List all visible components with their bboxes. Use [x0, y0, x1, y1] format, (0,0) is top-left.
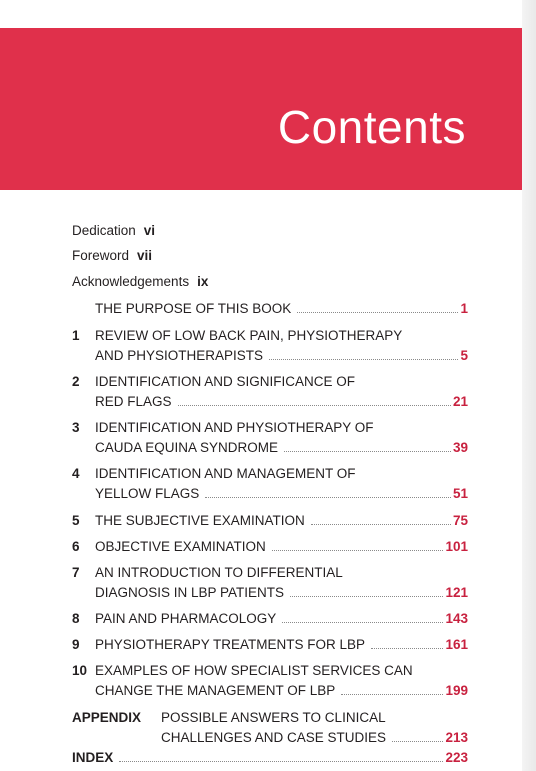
toc-page-number: 5: [460, 348, 468, 363]
toc-entry-chapter-2-line-1[interactable]: [95, 374, 355, 389]
index-label: INDEX: [72, 750, 114, 765]
toc-page-number: 1: [460, 301, 468, 316]
leader-dots: [282, 621, 443, 623]
toc-entry-title: REVIEW OF LOW BACK PAIN, PHYSIOTHERAPY: [95, 328, 403, 343]
toc-entry-chapter-10-line-1[interactable]: [95, 663, 413, 678]
toc-page-number: ix: [197, 274, 209, 289]
toc-entry-chapter-5[interactable]: [95, 513, 468, 528]
toc-entry-chapter-4[interactable]: [95, 486, 468, 501]
leader-dots: [392, 740, 443, 742]
toc-entry-title: OBJECTIVE EXAMINATION: [95, 539, 266, 554]
toc-entry-appendix-line-1[interactable]: [161, 710, 386, 725]
leader-dots: [290, 595, 443, 597]
toc-entry-chapter-10[interactable]: [95, 683, 468, 698]
toc-page-number: 121: [445, 585, 468, 600]
chapter-number: 9: [72, 637, 80, 652]
toc-page-number: 101: [445, 539, 468, 554]
toc-label: Dedication: [72, 223, 136, 238]
toc-page-number: 143: [445, 611, 468, 626]
toc-entry-purpose[interactable]: [95, 301, 468, 316]
title-banner: [0, 28, 522, 190]
toc-entry-title: PHYSIOTHERAPY TREATMENTS FOR LBP: [95, 637, 366, 652]
leader-dots: [178, 404, 451, 406]
toc-entry-chapter-8[interactable]: [95, 611, 468, 626]
leader-dots: [269, 358, 458, 360]
toc-entry-title: CHANGE THE MANAGEMENT OF LBP: [95, 683, 336, 698]
chapter-number: 1: [72, 328, 80, 343]
toc-page-number: 75: [452, 513, 468, 528]
top-margin: [0, 0, 536, 28]
toc-entry-chapter-9[interactable]: [95, 637, 468, 652]
toc-entry-title: IDENTIFICATION AND PHYSIOTHERAPY OF: [95, 420, 374, 435]
toc-foreword[interactable]: [72, 248, 152, 263]
appendix-label: APPENDIX: [72, 710, 142, 725]
toc-entry-title: CAUDA EQUINA SYNDROME: [95, 440, 279, 455]
toc-entry-chapter-3-line-1[interactable]: [95, 420, 374, 435]
toc-entry-title: EXAMPLES OF HOW SPECIALIST SERVICES CAN: [95, 663, 413, 678]
toc-entry-title: IDENTIFICATION AND SIGNIFICANCE OF: [95, 374, 356, 389]
leader-dots: [205, 496, 451, 498]
toc-acknowledgements[interactable]: [72, 274, 208, 289]
toc-entry-title: RED FLAGS: [95, 394, 172, 409]
toc-entry-chapter-4-line-1[interactable]: [95, 466, 356, 481]
toc-entry-title: CHALLENGES AND CASE STUDIES: [161, 730, 387, 745]
toc-entry-chapter-7-line-1[interactable]: [95, 565, 343, 580]
toc-page-number: 51: [452, 486, 468, 501]
toc-entry-title: DIAGNOSIS IN LBP PATIENTS: [95, 585, 285, 600]
leader-dots: [284, 450, 451, 452]
toc-label: Foreword: [72, 248, 130, 263]
toc-page-number: 161: [445, 637, 468, 652]
chapter-number: 4: [72, 466, 80, 481]
chapter-number: 2: [72, 374, 80, 389]
toc-dedication[interactable]: [72, 223, 155, 238]
toc-entry-index[interactable]: [72, 750, 468, 765]
chapter-number: 7: [72, 565, 80, 580]
chapter-number: 3: [72, 420, 80, 435]
toc-page-number: vii: [137, 248, 153, 263]
toc-entry-title: POSSIBLE ANSWERS TO CLINICAL: [161, 710, 386, 725]
chapter-number: 5: [72, 513, 80, 528]
toc-entry-title: THE PURPOSE OF THIS BOOK: [95, 301, 292, 316]
toc-entry-chapter-7[interactable]: [95, 585, 468, 600]
leader-dots: [272, 549, 444, 551]
leader-dots: [311, 523, 451, 525]
toc-entry-title: PAIN AND PHARMACOLOGY: [95, 611, 277, 626]
toc-entry-title: THE SUBJECTIVE EXAMINATION: [95, 513, 305, 528]
toc-entry-title: IDENTIFICATION AND MANAGEMENT OF: [95, 466, 356, 481]
toc-page-number: 213: [445, 730, 468, 745]
toc-entry-title: AN INTRODUCTION TO DIFFERENTIAL: [95, 565, 343, 580]
toc-entry-chapter-2[interactable]: [95, 394, 468, 409]
page-title: Contents: [277, 101, 466, 153]
leader-dots: [371, 647, 443, 649]
leader-dots: [297, 311, 458, 313]
toc-entry-chapter-6[interactable]: [95, 539, 468, 554]
toc-page-number: 199: [445, 683, 468, 698]
toc-page-number: vi: [143, 223, 156, 238]
chapter-number: 10: [72, 663, 88, 678]
toc-entry-appendix[interactable]: [161, 730, 468, 745]
leader-dots: [119, 760, 443, 762]
chapter-number: 6: [72, 539, 80, 554]
toc-entry-chapter-3[interactable]: [95, 440, 468, 455]
toc-entry-chapter-1[interactable]: [95, 348, 468, 363]
toc-page-number: 223: [445, 750, 468, 765]
leader-dots: [341, 693, 443, 695]
scrollbar-track[interactable]: [522, 0, 536, 771]
toc-page-number: 39: [452, 440, 468, 455]
toc-entry-chapter-1-line-1[interactable]: [95, 328, 402, 343]
toc-page-number: 21: [452, 394, 468, 409]
toc-label: Acknowledgements: [72, 274, 190, 289]
toc-entry-title: AND PHYSIOTHERAPISTS: [95, 348, 264, 363]
chapter-number: 8: [72, 611, 80, 626]
toc-entry-title: YELLOW FLAGS: [95, 486, 200, 501]
